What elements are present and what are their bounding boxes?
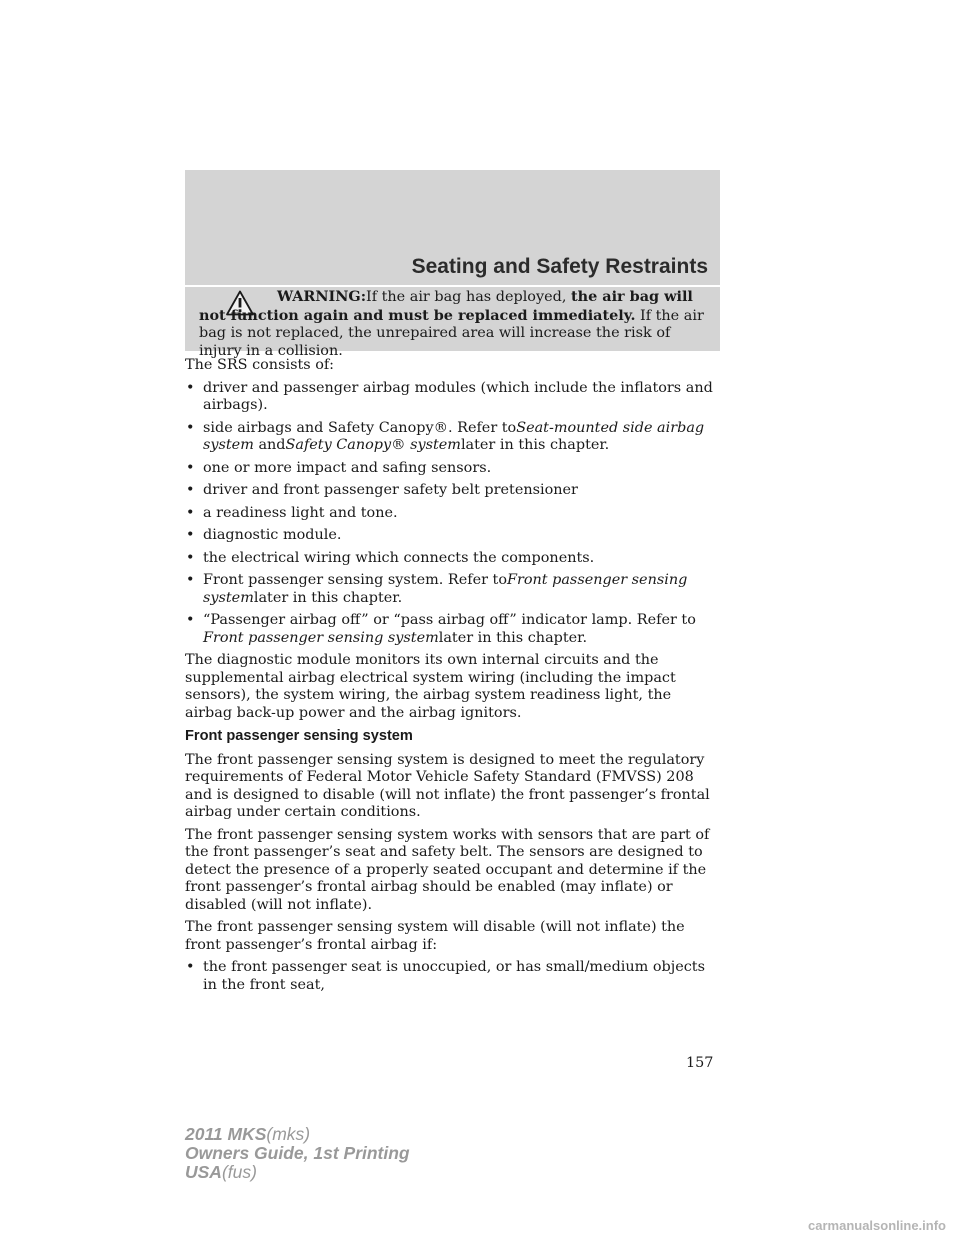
list-item <box>185 380 720 415</box>
bullet: • <box>186 549 195 566</box>
bullet: • <box>186 379 195 396</box>
page-number: 157 <box>686 1055 714 1071</box>
warning-box <box>185 287 720 359</box>
disable-conditions-list <box>185 959 720 994</box>
section-header-band <box>185 170 720 285</box>
footer-model: 2011 MKS <box>185 1124 267 1144</box>
paragraph: The front passenger sensing system is designed to meet the regulatory requirements of Federal Motor Vehicle Safety Standard (FMVSS) 208 and is designed to disable (will not inflate) the front passenger’s frontal airbag under certain conditions. <box>185 751 710 820</box>
footer-model-code: (mks) <box>266 1124 311 1144</box>
list-item <box>185 420 720 455</box>
paragraph: The front passenger sensing system will disable (will not inflate) the front passenger’s frontal airbag if: <box>185 919 685 953</box>
list-item-text: later in this chapter. <box>253 589 403 606</box>
bullet: • <box>186 959 195 975</box>
bullet: • <box>186 504 195 521</box>
document-footer <box>185 1125 410 1182</box>
bullet: • <box>186 612 195 628</box>
bullet: • <box>186 482 195 498</box>
bullet: • <box>186 459 195 476</box>
list-item <box>185 527 720 545</box>
list-item <box>185 482 720 500</box>
bullet: • <box>186 419 195 436</box>
footer-guide: Owners Guide, 1st Printing <box>185 1143 410 1163</box>
list-item-text: a readiness light and tone. <box>203 504 398 521</box>
warning-label: WARNING: <box>277 288 367 305</box>
section-heading: Front passenger sensing system <box>185 728 413 744</box>
footer-market: USA <box>185 1162 222 1182</box>
section-title: Seating and Safety Restraints <box>411 255 708 278</box>
page-body <box>185 357 720 999</box>
list-item-text: later in this chapter. <box>460 437 610 453</box>
footer-line-1 <box>185 1125 410 1144</box>
list-item <box>185 505 720 523</box>
list-item-text: driver and passenger airbag modules (which include the inflators and airbags). <box>203 379 713 413</box>
warning-text-2: If the air bag is not replaced, the unrepaired area will increase the risk of injury in a collision. <box>199 307 704 359</box>
cross-reference: Safety Canopy® system <box>285 437 461 453</box>
cross-reference: Front passenger sensing system <box>203 572 688 606</box>
list-item-text: driver and front passenger safety belt pretensioner <box>203 482 578 498</box>
warning-text-bold: the air bag will not function again and must be replaced immediately. <box>199 288 693 324</box>
list-item-text: Front passenger sensing system. Refer to <box>203 572 507 588</box>
list-item <box>185 550 720 568</box>
bullet: • <box>186 527 195 543</box>
list-item-text: diagnostic module. <box>203 527 342 543</box>
bullet: • <box>186 572 195 588</box>
footer-market-code: (fus) <box>221 1162 257 1182</box>
cross-reference: Seat-mounted side airbag system <box>203 419 705 453</box>
footer-line-3 <box>185 1163 410 1182</box>
list-item-text: the front passenger seat is unoccupied, or has small/medium objects in the front seat, <box>203 959 705 993</box>
list-item <box>185 572 720 607</box>
warning-text-1: If the air bag has deployed, <box>366 289 567 305</box>
list-item-text: later in this chapter. <box>438 629 588 646</box>
diagnostic-paragraph: The diagnostic module monitors its own internal circuits and the supplemental airbag electrical system wiring (including the impact sensors), the system wiring, the airbag system readiness light, the airbag back-up power and the airbag ignitors. <box>185 652 676 721</box>
list-item-text: and <box>258 437 286 453</box>
list-item-text: one or more impact and safing sensors. <box>203 459 492 476</box>
list-item <box>185 959 720 994</box>
list-item <box>185 612 720 647</box>
list-item <box>185 460 720 478</box>
srs-component-list <box>185 380 720 648</box>
warning-text <box>199 288 714 360</box>
list-item-text: side airbags and Safety Canopy®. Refer to <box>203 419 517 436</box>
watermark: carmanualsonline.info <box>808 1218 946 1233</box>
list-item-text: the electrical wiring which connects the components. <box>203 549 595 566</box>
paragraph: The front passenger sensing system works with sensors that are part of the front passenger’s seat and safety belt. The sensors are designed to detect the presence of a properly seated occupant and determine if the front passenger’s frontal airbag should be enabled (may inflate) or disabled (will not inflate). <box>185 826 710 913</box>
cross-reference: Front passenger sensing system <box>203 629 439 646</box>
footer-line-2 <box>185 1144 410 1163</box>
list-item-text: “Passenger airbag off” or “pass airbag off” indicator lamp. Refer to <box>203 612 696 628</box>
srs-intro: The SRS consists of: <box>185 357 335 373</box>
